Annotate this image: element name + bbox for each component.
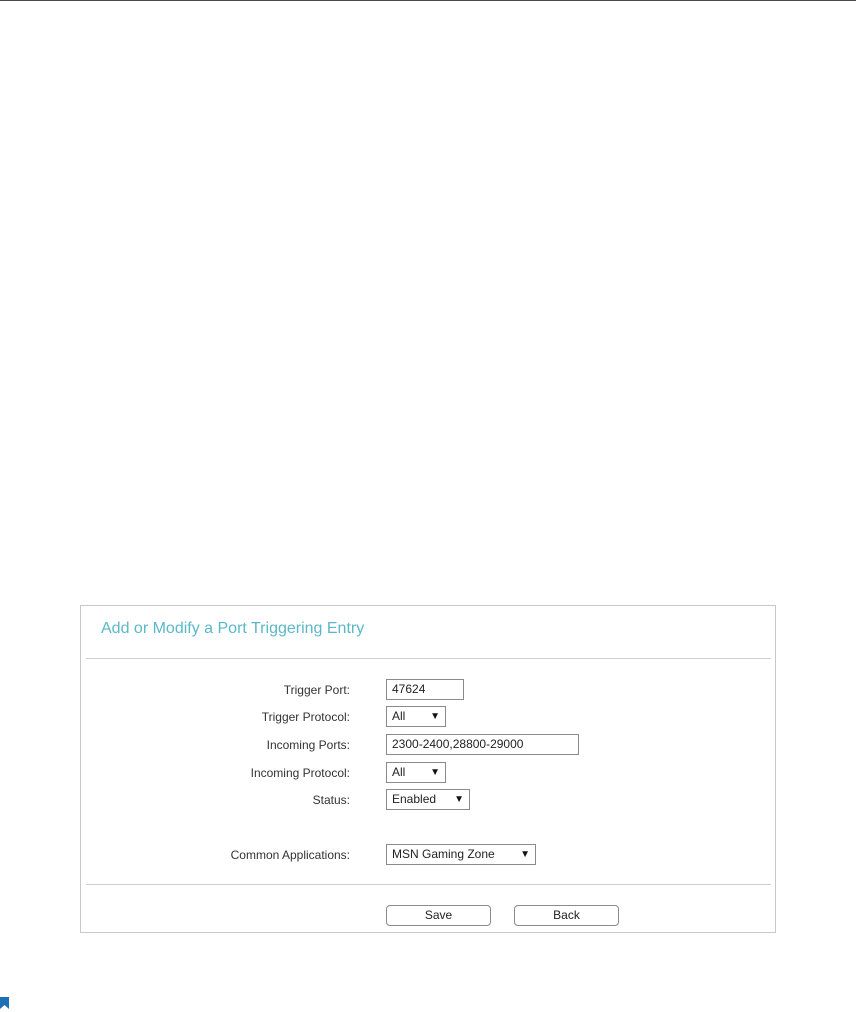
status-select[interactable] [386,789,470,810]
status-value: Enabled [392,792,437,806]
common-applications-select[interactable] [386,844,536,865]
incoming-ports-value: 2300-2400,28800-29000 [392,737,524,751]
incoming-ports-label: Incoming Ports: [266,738,350,752]
incoming-ports-input[interactable] [386,734,579,755]
chevron-down-icon: ▼ [520,849,530,860]
title-divider [86,658,771,659]
top-rule [0,0,856,1]
chevron-down-icon: ▼ [430,767,440,778]
trigger-protocol-select[interactable] [386,706,446,727]
trigger-port-input[interactable] [386,679,464,700]
trigger-protocol-value: All [392,709,406,723]
trigger-protocol-label: Trigger Protocol: [261,710,350,724]
trigger-port-label: Trigger Port: [283,683,350,697]
panel-title: Add or Modify a Port Triggering Entry [101,620,365,637]
status-label: Status: [312,793,350,807]
incoming-protocol-value: All [392,765,406,779]
chevron-down-icon: ▼ [430,711,440,722]
common-applications-label: Common Applications: [230,848,350,862]
port-triggering-panel [80,605,776,933]
button-divider [86,884,771,885]
chevron-down-icon: ▼ [454,794,464,805]
trigger-port-value: 47624 [392,682,426,696]
bookmark-icon [0,997,9,1009]
incoming-protocol-select[interactable] [386,762,446,783]
back-button[interactable]: Back [514,905,619,926]
common-applications-value: MSN Gaming Zone [392,847,495,861]
incoming-protocol-label: Incoming Protocol: [250,766,350,780]
save-button[interactable]: Save [386,905,491,926]
